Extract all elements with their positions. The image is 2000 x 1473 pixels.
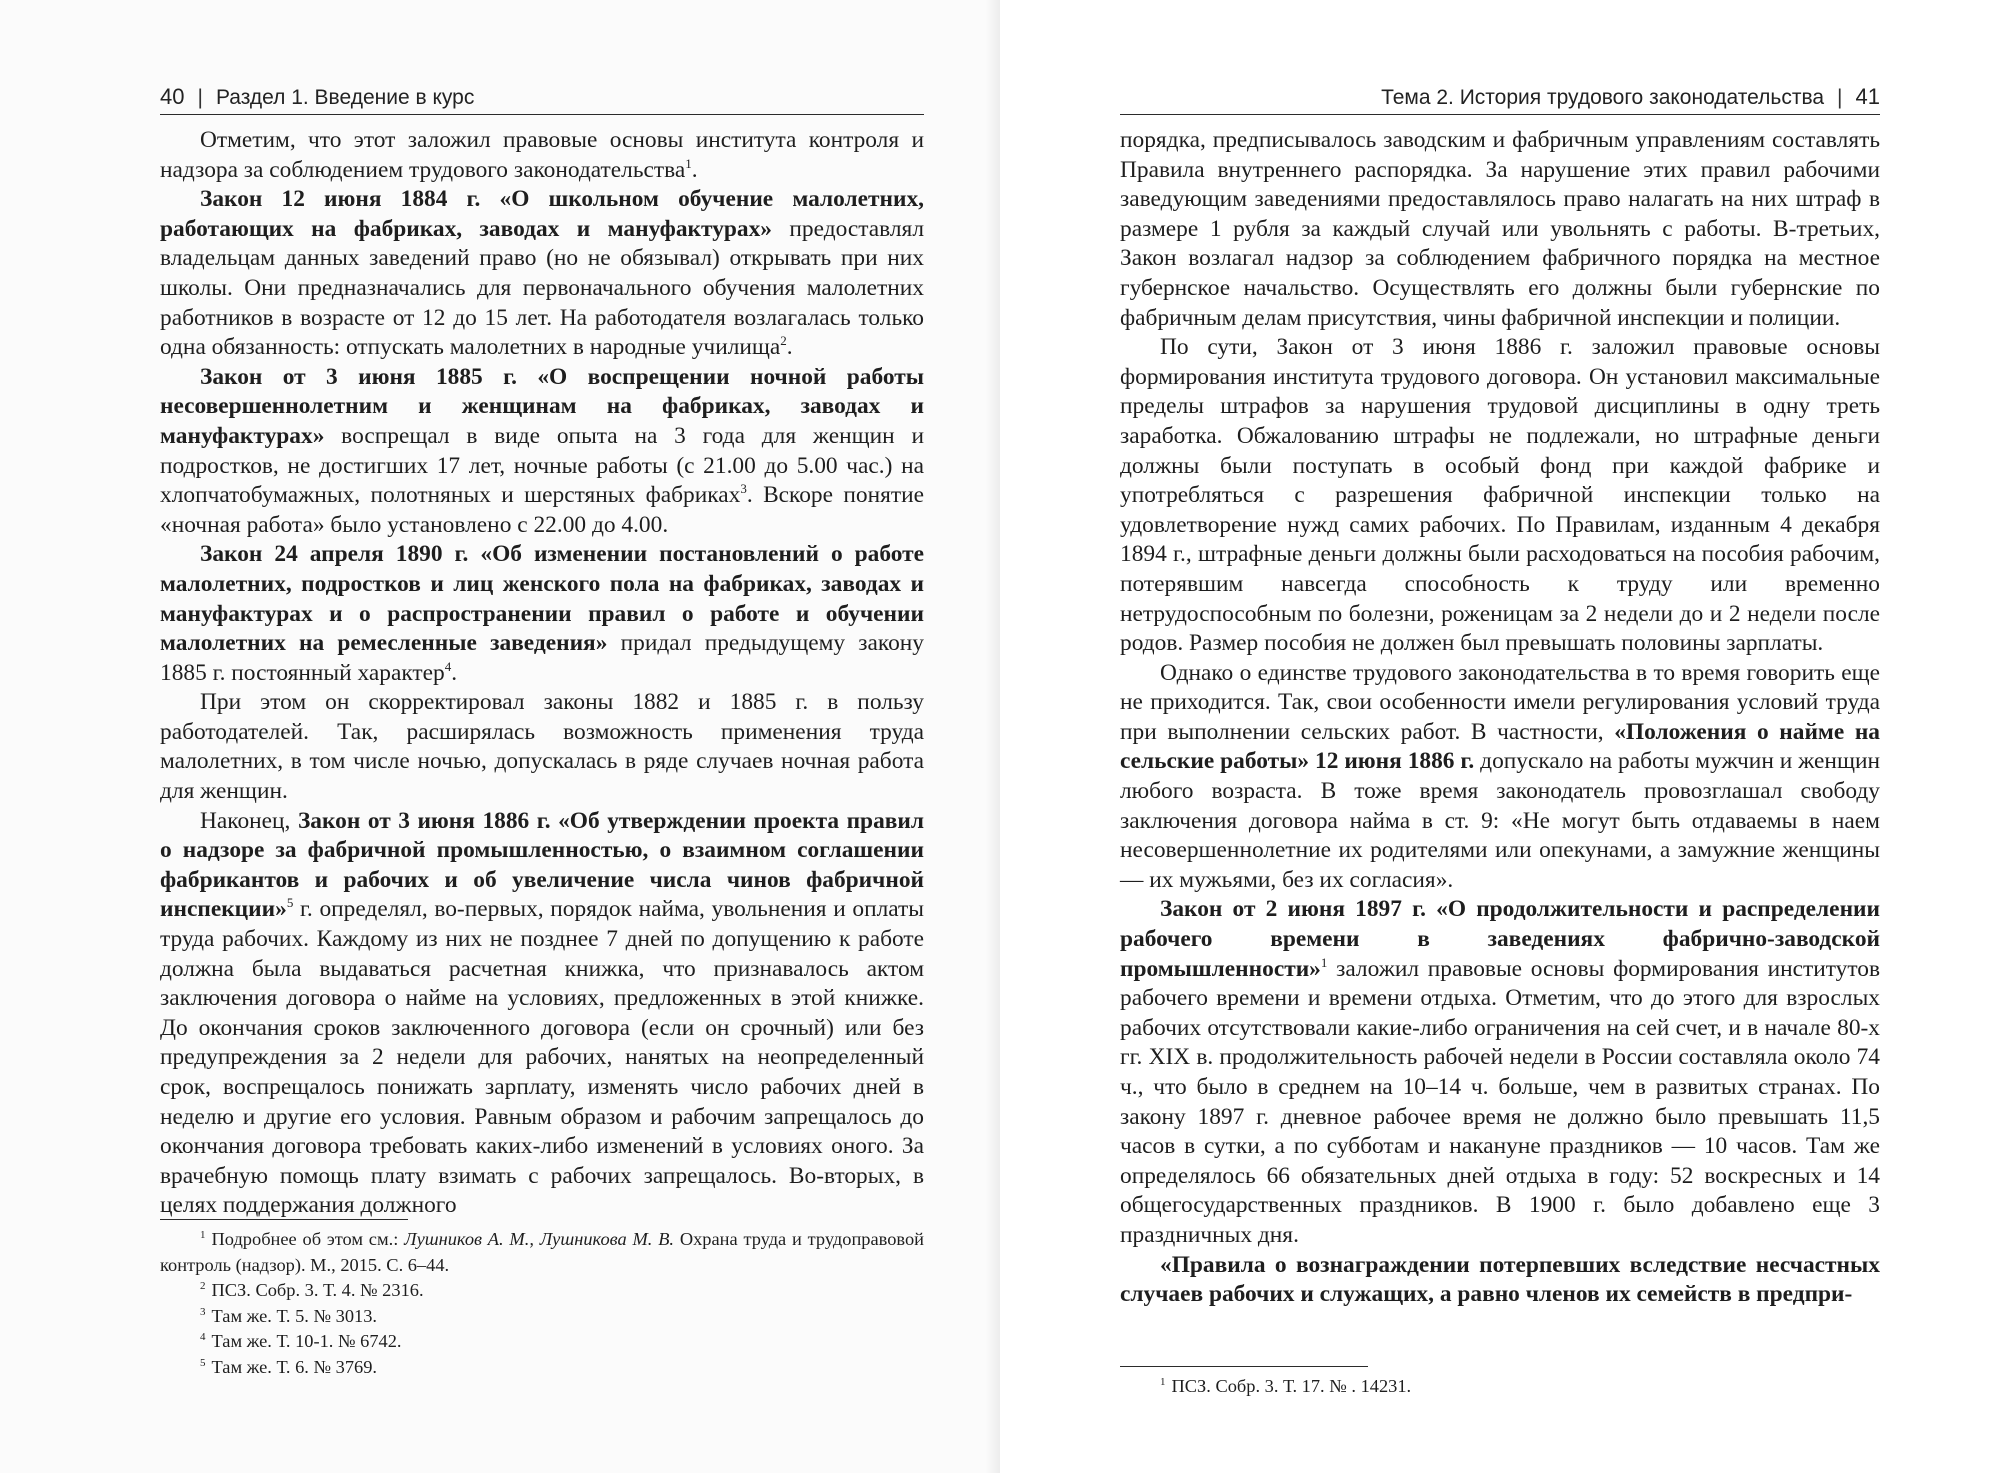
- separator: |: [1837, 86, 1843, 109]
- text-run: ПСЗ. Собр. 3. Т. 4. № 2316.: [211, 1280, 424, 1300]
- bold-text: «Правила о вознаграждении потерпевших вследствие несчастных случаев рабочих и служащих, а равно членов их семейств в предпри-: [1120, 1251, 1880, 1308]
- paragraph: [1120, 659, 1880, 896]
- text-run: г. определял, во-первых, порядок найма, увольнения и оплаты труда рабочих. Каждому из них не позднее 7 дней по допущению к работе должна была выдаваться расчетная книжка, что признавалось актом заключения договора о найме на условиях, предложенных в этой книжке. До окончания сроков заключенного договора (если он срочный) или без предупреждения за 2 недели для рабочих, нанятых на неопределенный срок, воспрещалось понижать зарплату, изменять число рабочих дней в неделю и другие его условия. Равным образом и рабочим запрещалось до окончания договора требовать каких-либо изменений в условиях оного. За врачебную помощь плату взимать с рабочих запрещалось. Во-вторых, в целях поддержания должного: [160, 896, 924, 1219]
- paragraph: [160, 540, 924, 688]
- paragraph: [160, 363, 924, 541]
- bold-text: Закон от 3 июня 1885 г. «О воспрещении ночной работы несовершеннолетним и женщинам на фабриках, заводах и мануфактурах»: [160, 363, 924, 449]
- running-head: [1120, 82, 1880, 115]
- right-page: [1000, 0, 2000, 1473]
- bold-text: «Положения о найме на сельские работы» 12 июня 1886 г.: [1120, 718, 1881, 775]
- text-run: . Вскоре понятие «ночная работа» было установлено с 22.00 до 4.00.: [160, 482, 924, 538]
- paragraph: [1120, 333, 1880, 659]
- footnote-rule: [1120, 1366, 1368, 1367]
- paragraph: [1120, 1251, 1880, 1310]
- italic-text: Лушников А. М., Лушникова М. В.: [404, 1229, 675, 1249]
- running-head-title: Тема 2. История трудового законодательства: [1381, 86, 1825, 109]
- footnote-number: 3: [200, 1305, 206, 1318]
- text-run: заложил правовые основы формирования институтов рабочего времени и времени отдыха. Отметим, что до этого для взрослых рабочих отсутствовали какие-либо ограничения на сей счет, и в начале 80-х гг. XIX в. продолжительность рабочей недели в России составляла около 74 ч., что было в среднем на 10–14 ч. больше, чем в развитых странах. По закону 1897 г. дневное рабочее время не должно было превышать 11,5 часов в сутки, а по субботам и накануне праздников — 10 часов. Там же определялось 66 обязательных дней отдыха в году: 52 воскресных и 14 общегосударственных праздников. В 1900 г. было добавлено еще 3 праздничных дня.: [1120, 955, 1880, 1248]
- paragraph: [1120, 126, 1880, 333]
- bold-text: Закон от 3 июня 1886 г. «Об утверждении проекта правил о надзоре за фабричной промышленностью, о взаимном соглашении фабрикантов и рабочих и об увеличение числа чинов фабричной инспекции»: [160, 807, 924, 923]
- text-run: Там же. Т. 10-1. № 6742.: [211, 1331, 402, 1351]
- page-number: 41: [1855, 84, 1880, 109]
- text-run: воспрещал в виде опыта на 3 года для женщин и подростков, не достигших 17 лет, ночные работы (с 21.00 до 5.00 час.) на хлопчатобумажных, полотняных и шерстяных фабриках: [160, 422, 924, 509]
- text-run: .: [691, 156, 698, 183]
- footnote: [160, 1304, 924, 1330]
- footnote-ref: 1: [1320, 954, 1328, 970]
- footnote-rule: [160, 1219, 408, 1220]
- body-text: [1120, 126, 1880, 1310]
- text-run: Там же. Т. 6. № 3769.: [211, 1356, 377, 1377]
- running-head: [160, 82, 924, 115]
- text-run: порядка, предписывалось заводским и фабричным управлениям составлять Правила внутреннего распорядка. За нарушение этих правил рабочими заведующим заведениями предоставлялось право налагать на них штраф в размере 1 рубля за каждый случай или увольнять с работы. В-третьих, Закон возлагал надзор за соблюдением фабричного порядка на местное губернское начальство. Осуществлять его должны были губернские по фабричным делам присутствия, чины фабричной инспекции и полиции.: [1120, 127, 1880, 331]
- footnote: [160, 1278, 924, 1304]
- paragraph: [160, 126, 924, 185]
- paragraph: [1120, 895, 1880, 1250]
- footnote: [160, 1355, 924, 1381]
- footnote: [160, 1329, 924, 1355]
- page-number: 40: [160, 84, 185, 109]
- running-head-title: Раздел 1. Введение в курс: [215, 86, 475, 109]
- text-run: Там же. Т. 5. № 3013.: [211, 1305, 377, 1326]
- paragraph: [160, 688, 924, 806]
- text-run: .: [451, 659, 458, 686]
- text-run: Отметим, что этот заложил правовые основы института контроля и надзора за соблюдением трудового законодательства: [160, 127, 924, 183]
- text-run: Охрана труда и трудоправовой контроль (надзор). М., 2015. С. 6–44.: [160, 1229, 924, 1275]
- paragraph: [160, 185, 924, 363]
- text-run: ПСЗ. Собр. 3. Т. 17. № . 14231.: [1171, 1376, 1412, 1396]
- text-run: Подробнее об этом см.:: [211, 1229, 405, 1249]
- text-run: По сути, Закон от 3 июня 1886 г. заложил правовые основы формирования института трудового договора. Он установил максимальные пределы штрафов за нарушения трудовой дисциплины в одну треть заработка. Обжалованию штрафы не подлежали, но штрафные деньги должны были поступать в особый фонд при каждой фабрике и употребляться с разрешения фабричной инспекции только на удовлетворение нужд самих рабочих. По Правилам, изданным 4 декабря 1894 г., штрафные деньги должны были расходоваться на пособия рабочим, потерявшим навсегда способность к труду или временно нетрудоспособным по болезни, роженицам за 2 недели до и 2 недели после родов. Размер пособия не должен был превышать половины зарплаты.: [1120, 334, 1880, 657]
- footnote: [1120, 1374, 1880, 1400]
- bold-text: Закон от 2 июня 1897 г. «О продолжительности и распределении рабочего времени в заведениях фабрично-заводской промышленности»: [1120, 896, 1880, 982]
- bold-text: Закон 24 апреля 1890 г. «Об изменении постановлений о работе малолетних, подростков и лиц женского пола на фабриках, заводах и мануфактурах и о распространении правил о работе и обучении малолетних на ремесленные заведения»: [160, 541, 924, 657]
- text-run: Наконец,: [200, 807, 298, 834]
- separator: |: [197, 86, 203, 109]
- footnote-ref: 4: [444, 658, 452, 674]
- footnotes: [1120, 1374, 1880, 1400]
- footnote-ref: 2: [780, 333, 787, 349]
- footnote-number: 5: [200, 1356, 206, 1369]
- text-run: .: [786, 334, 793, 361]
- footnote-ref: 5: [286, 895, 294, 911]
- footnote-ref: 3: [740, 481, 747, 497]
- paragraph: [160, 807, 924, 1221]
- text-run: При этом он скорректировал законы 1882 и 1885 г. в пользу работодателей. Так, расширялась возможность применения труда малолетних, в том числе ночью, допускалась в ряде случаев ночная работа для женщин.: [160, 689, 924, 805]
- bold-text: Закон 12 июня 1884 г. «О школьном обучение малолетних, работающих на фабриках, заводах и мануфактурах»: [160, 186, 924, 242]
- footnote-number: 2: [200, 1280, 206, 1292]
- text-run: придал предыдущему закону 1885 г. постоянный характер: [160, 630, 924, 686]
- footnote-ref: 1: [685, 155, 692, 171]
- footnotes: [160, 1227, 924, 1380]
- footnote-number: 4: [200, 1331, 206, 1343]
- body-text: [160, 126, 924, 1221]
- text-run: предоставлял владельцам данных заведений право (но не обязывал) открывать при них школы. Они предназначались для первоначального обучения малолетних работников в возрасте от 12 до 15 лет. На работодателя возлагалась только одна обязанность: отпускать малолетних в народные училища: [160, 215, 924, 361]
- footnote-number: 1: [1160, 1376, 1166, 1388]
- footnote-number: 1: [200, 1229, 206, 1241]
- text-run: Однако о единстве трудового законодательства в то время говорить еще не приходится. Так, свои особенности имели регулирования условий труда при выполнении сельских работ. В частности,: [1120, 659, 1880, 745]
- text-run: допускало на работы мужчин и женщин любого возраста. В тоже время законодатель провозглашал свободу заключения договора найма в ст. 9: «Не могут быть отдаваемы в наем несовершеннолетние их родителями или опекунами, а замужние женщины — их мужьями, без их согласия».: [1120, 748, 1880, 893]
- footnote: [160, 1227, 924, 1278]
